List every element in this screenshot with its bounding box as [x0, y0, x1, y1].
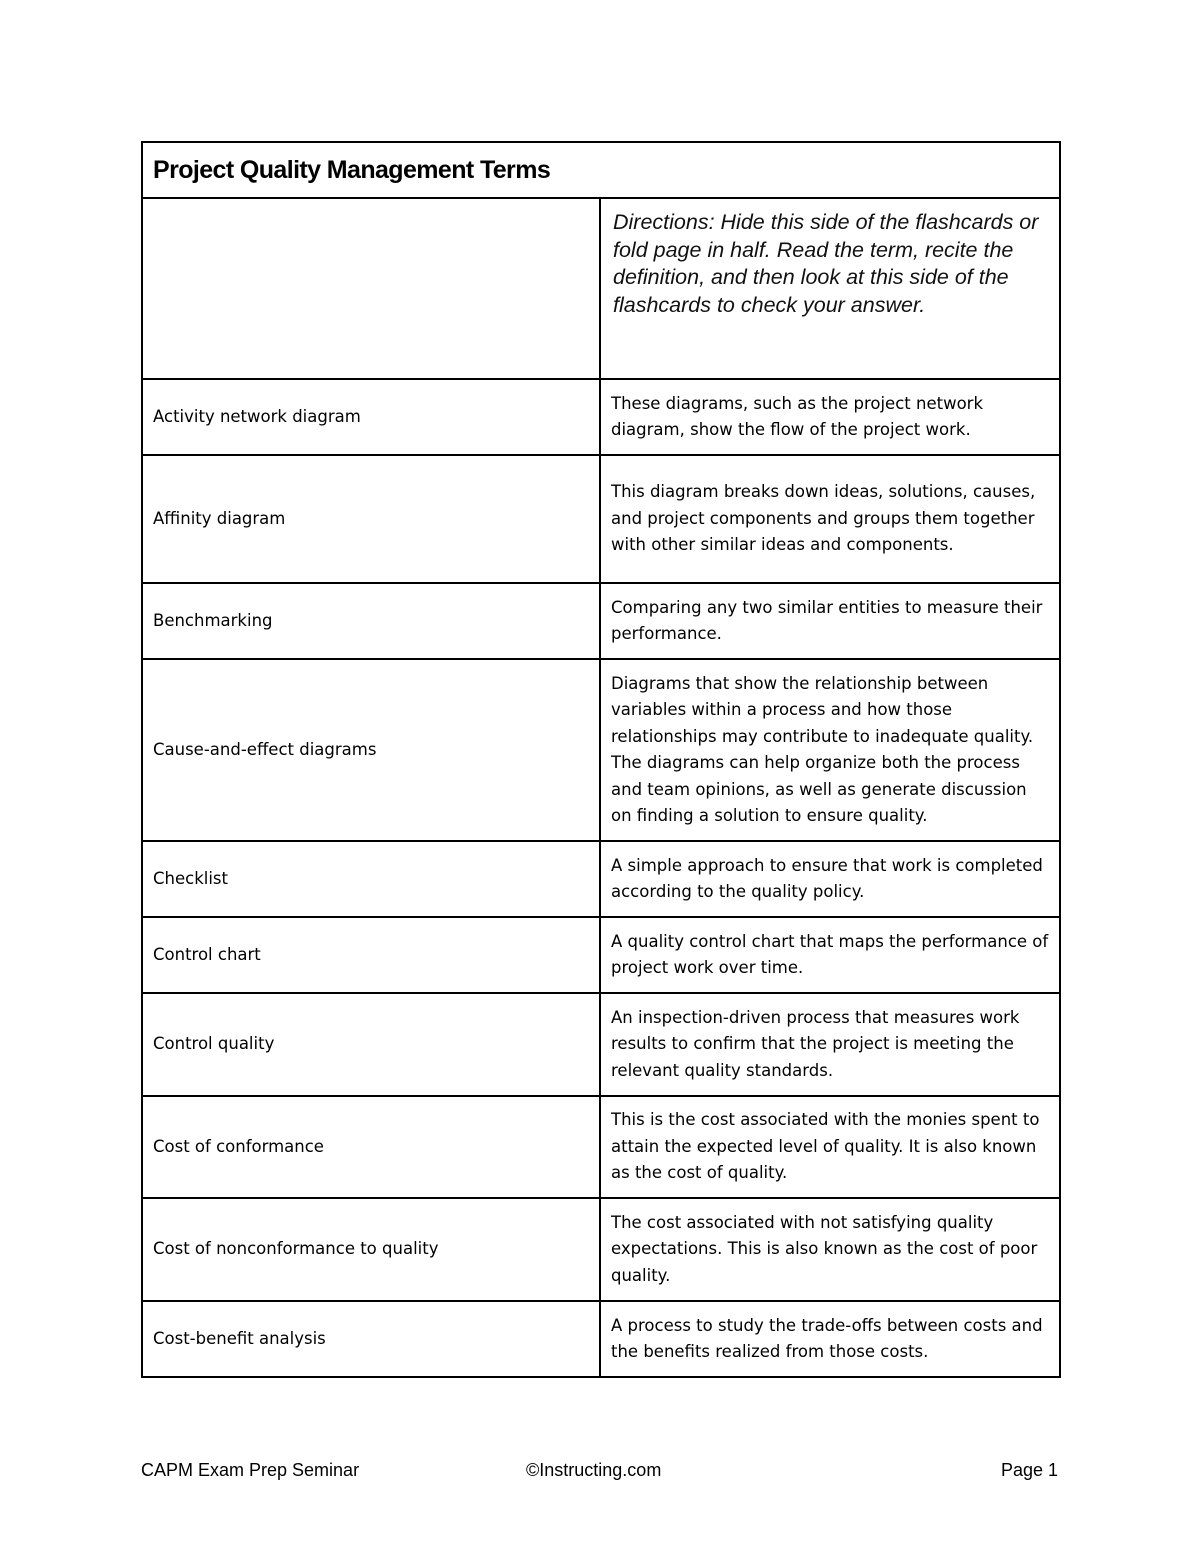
term-row	[142, 993, 1060, 1096]
term-cell: Cause-and-effect diagrams	[142, 659, 600, 841]
footer-seminar-name: CAPM Exam Prep Seminar	[141, 1460, 360, 1480]
term-row	[142, 455, 1060, 583]
title-row	[142, 142, 1060, 198]
directions-text: Directions: Hide this side of the flashcards or fold page in half. Read the term, recite the definition, and then look at this side of the flashcards to check your answer.	[600, 198, 1060, 379]
directions-blank-cell	[142, 198, 600, 379]
term-cell: Activity network diagram	[142, 379, 600, 455]
term-row	[142, 379, 1060, 455]
directions-row	[142, 198, 1060, 379]
term-cell: Affinity diagram	[142, 455, 600, 583]
footer-page-number: Page 1	[1000, 1460, 1058, 1480]
footer-copyright: ©Instructing.com	[526, 1460, 662, 1480]
flashcard-table	[141, 141, 1061, 1378]
definition-cell: These diagrams, such as the project network diagram, show the flow of the project work.	[600, 379, 1060, 455]
term-row	[142, 1096, 1060, 1198]
definition-cell: An inspection-driven process that measures work results to confirm that the project is meeting the relevant quality standards.	[600, 993, 1060, 1096]
definition-cell: A simple approach to ensure that work is completed according to the quality policy.	[600, 841, 1060, 917]
definition-cell: This is the cost associated with the monies spent to attain the expected level of quality. It is also known as the cost of quality.	[600, 1096, 1060, 1198]
term-row	[142, 583, 1060, 659]
term-cell: Checklist	[142, 841, 600, 917]
term-cell: Benchmarking	[142, 583, 600, 659]
term-row	[142, 841, 1060, 917]
term-cell: Control quality	[142, 993, 600, 1096]
term-cell: Control chart	[142, 917, 600, 993]
page-title: Project Quality Management Terms	[142, 142, 1060, 198]
term-row	[142, 917, 1060, 993]
term-cell: Cost of conformance	[142, 1096, 600, 1198]
definition-cell: A process to study the trade-offs between costs and the benefits realized from those costs.	[600, 1301, 1060, 1377]
term-row	[142, 1301, 1060, 1377]
definition-cell: A quality control chart that maps the performance of project work over time.	[600, 917, 1060, 993]
term-cell: Cost of nonconformance to quality	[142, 1198, 600, 1301]
term-row	[142, 659, 1060, 841]
term-cell: Cost-benefit analysis	[142, 1301, 600, 1377]
definition-cell: This diagram breaks down ideas, solutions, causes, and project components and groups them together with other similar ideas and components.	[600, 455, 1060, 583]
definition-cell: The cost associated with not satisfying quality expectations. This is also known as the cost of poor quality.	[600, 1198, 1060, 1301]
definition-cell: Comparing any two similar entities to measure their performance.	[600, 583, 1060, 659]
definition-cell: Diagrams that show the relationship between variables within a process and how those relationships may contribute to inadequate quality. The diagrams can help organize both the process and team opinions, as well as generate discussion on finding a solution to ensure quality.	[600, 659, 1060, 841]
term-row	[142, 1198, 1060, 1301]
